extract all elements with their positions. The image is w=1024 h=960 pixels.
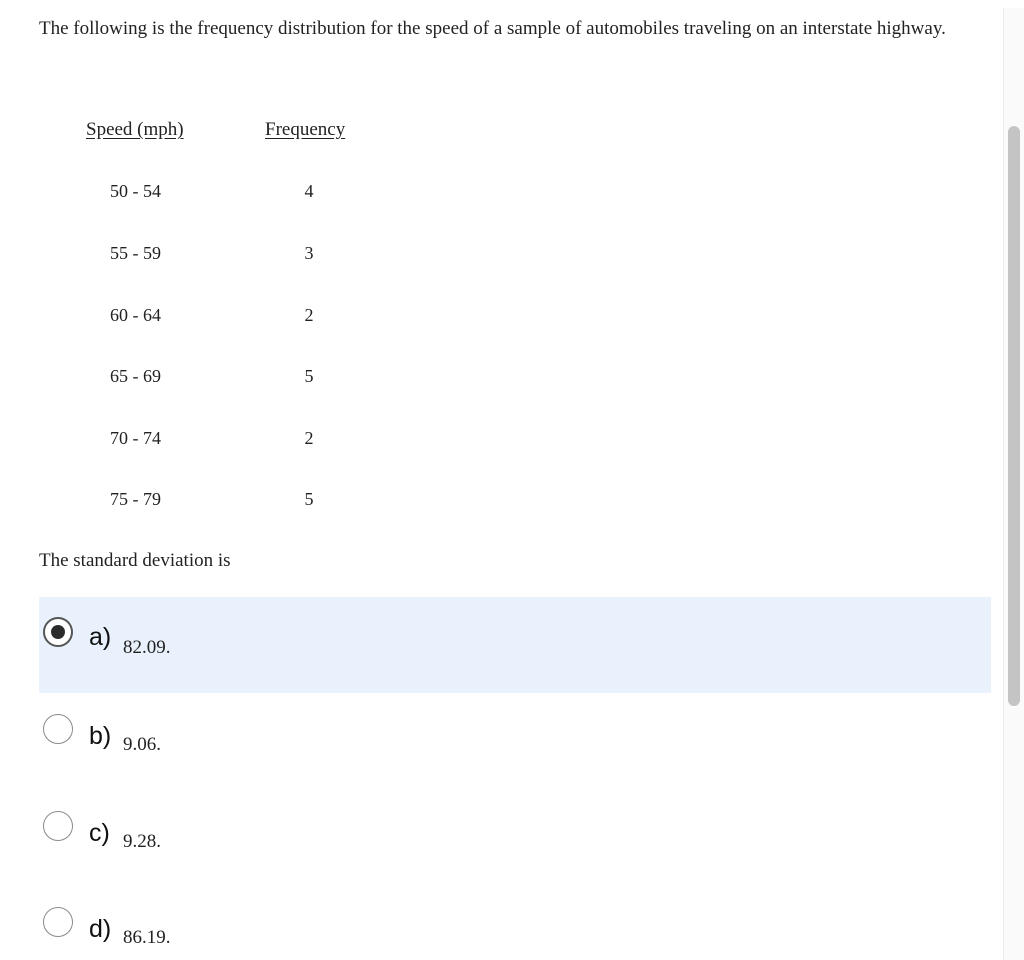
radio-button-d[interactable] <box>43 907 73 937</box>
answer-option-c[interactable] <box>39 790 991 886</box>
frequency-value: 3 <box>304 243 314 263</box>
speed-range: 65 - 69 <box>110 366 161 386</box>
frequency-value: 2 <box>304 428 314 448</box>
frequency-value: 5 <box>304 366 314 386</box>
table-row <box>0 177 400 205</box>
option-value: 9.28. <box>123 831 161 852</box>
option-value: 82.09. <box>123 637 171 658</box>
speed-column-header: Speed (mph) <box>86 119 184 140</box>
radio-button-c[interactable] <box>43 811 73 841</box>
answer-option-b[interactable] <box>39 694 991 790</box>
question-text: The following is the frequency distribution for the speed of a sample of automobiles traveling on an interstate highway. <box>39 18 946 39</box>
frequency-value: 4 <box>304 181 314 201</box>
radio-selected-dot-icon <box>51 625 65 639</box>
option-letter: a) <box>89 623 112 651</box>
radio-button-a[interactable] <box>43 617 73 647</box>
frequency-column-header: Frequency <box>265 119 346 140</box>
table-row <box>0 362 400 390</box>
radio-button-b[interactable] <box>43 714 73 744</box>
option-letter: c) <box>89 819 110 847</box>
table-row <box>0 485 400 513</box>
speed-range: 60 - 64 <box>110 305 161 325</box>
speed-range: 70 - 74 <box>110 428 161 448</box>
frequency-value: 2 <box>304 305 314 325</box>
speed-range: 50 - 54 <box>110 181 161 201</box>
answer-option-d[interactable] <box>39 886 991 960</box>
speed-range: 75 - 79 <box>110 489 161 509</box>
table-row <box>0 301 400 329</box>
option-letter: d) <box>89 915 112 943</box>
speed-range: 55 - 59 <box>110 243 161 263</box>
option-value: 9.06. <box>123 734 161 755</box>
table-row <box>0 239 400 267</box>
scrollbar-thumb[interactable] <box>1008 126 1020 706</box>
answer-option-a[interactable] <box>39 597 991 693</box>
frequency-value: 5 <box>304 489 314 509</box>
question-prompt: The standard deviation is <box>39 550 231 571</box>
option-value: 86.19. <box>123 927 171 948</box>
table-row <box>0 424 400 452</box>
option-letter: b) <box>89 722 112 750</box>
